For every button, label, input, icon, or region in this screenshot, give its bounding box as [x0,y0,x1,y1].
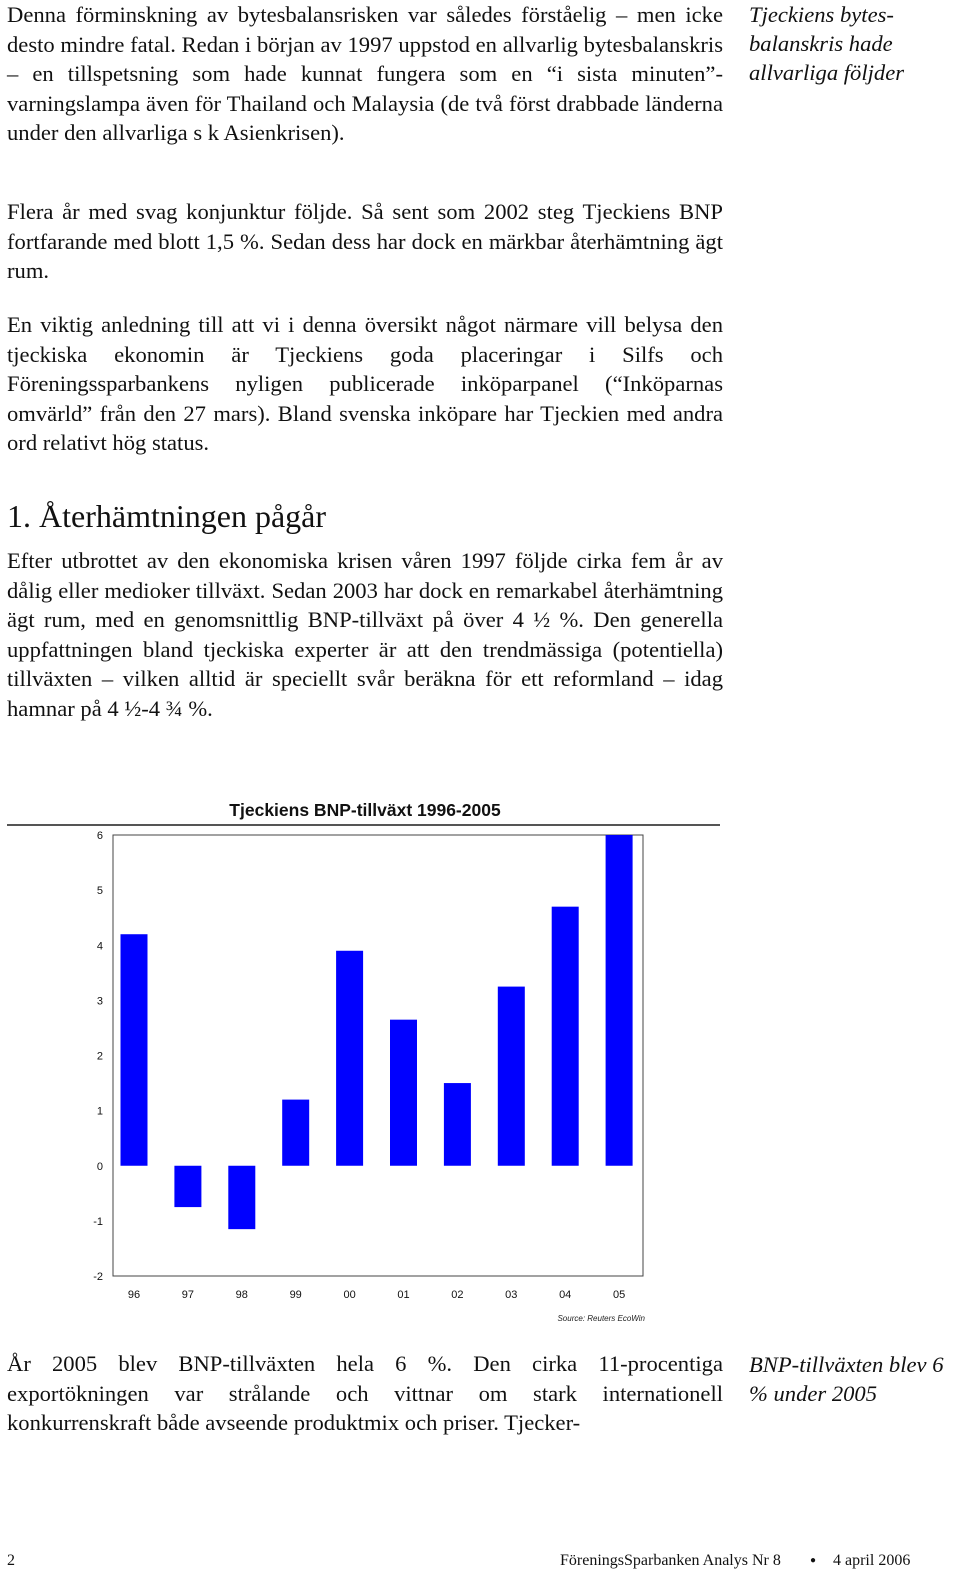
bar-04 [552,907,579,1166]
footer-publication: FöreningsSparbanken Analys Nr 8 [560,1552,781,1569]
footer-date: 4 april 2006 [833,1552,911,1569]
bar-99 [282,1100,309,1166]
x-tick-label: 03 [505,1289,518,1301]
y-tick-label: 5 [96,885,103,898]
y-tick-label: 1 [96,1105,103,1118]
x-tick-label: 99 [289,1289,302,1301]
y-tick-label: 6 [96,830,103,842]
bar-98 [228,1166,255,1229]
chart-title: Tjeckiens BNP-tillväxt 1996-2005 [229,800,501,820]
bar-05 [606,835,633,1166]
bar-02 [444,1083,471,1166]
y-tick-label: 3 [96,995,103,1008]
page-number: 2 [7,1552,15,1569]
y-tick-label: 4 [96,940,103,953]
x-tick-label: 97 [181,1289,195,1301]
bar-01 [390,1020,417,1166]
x-tick-label: 98 [235,1289,248,1301]
bar-96 [121,934,148,1166]
footer-bullet: ● [810,1555,817,1566]
bar-00 [336,951,363,1166]
x-tick-label: 02 [451,1289,464,1301]
x-tick-label: 96 [127,1289,141,1301]
margin-note-crisis: Tjeckiens bytes-balanskris hade allvarliga följder [749,2,905,85]
bar-97 [174,1166,201,1207]
paragraph-weak-economy: Flera år med svag konjunktur följde. Så sent som 2002 steg Tjeckiens BNP fortfarande med blott 1,5 %. Sedan dess har dock en märkbar återhämtning ägt rum. [7,199,723,283]
y-tick-label: -2 [93,1271,103,1283]
y-tick-label: 0 [96,1160,103,1173]
x-tick-label: 05 [612,1289,626,1301]
x-tick-label: 01 [397,1289,410,1301]
x-tick-label: 04 [559,1289,572,1301]
x-tick-label: 00 [343,1289,356,1301]
gdp-growth-chart [0,815,730,1330]
section-heading: 1. Återhämtningen pågår [7,498,326,534]
y-tick-label: 2 [96,1050,103,1063]
paragraph-intro: Denna förminskning av bytesbalansrisken var således förståelig – men icke desto mindre fatal. Redan i början av 1997 uppstod en allvarlig bytesbalanskris – en tillspetsning som hade kunnat fungera som en “i sista minuten”-varningslampa även för Thailand och Malaysia (de två först drabbade länderna under den allvarliga s k Asienkrisen). [7,2,723,145]
bar-03 [498,987,525,1166]
paragraph-2005-growth: År 2005 blev BNP-tillväxten hela 6 %. Den cirka 11-procentiga exportökningen var strålande och vittnar om stark internationell konkurrenskraft både avseende produktmix och priser. Tjecker- [7,1351,723,1435]
y-tick-label: -1 [93,1215,103,1228]
paragraph-recovery: Efter utbrottet av den ekonomiska krisen våren 1997 följde cirka fem år av dålig eller medioker tillväxt. Sedan 2003 har dock en remarkabel återhämtning ägt rum, med en genomsnittlig BNP-tillväxt på över 4 ½ %. Den generella uppfattningen bland tjeckiska experter är att den trendmässiga (potentiella) tillväxten – vilken alltid är speciellt svår beräkna för ett reformland – idag hamnar på 4 ½-4 ¾ %. [7,548,723,721]
paragraph-survey: En viktig anledning till att vi i denna översikt något närmare vill belysa den tjeckiska ekonomin är Tjeckiens goda placeringar i Silfs och Föreningssparbankens nyligen publicerade inköparpanel (“Inköparnas omvärld” från den 27 mars). Bland svenska inköpare har Tjeckien med andra ord relativt hög status. [7,312,723,455]
chart-source: Source: Reuters EcoWin [557,1314,645,1323]
margin-note-growth: BNP-tillväxten blev 6 % under 2005 [749,1352,944,1406]
